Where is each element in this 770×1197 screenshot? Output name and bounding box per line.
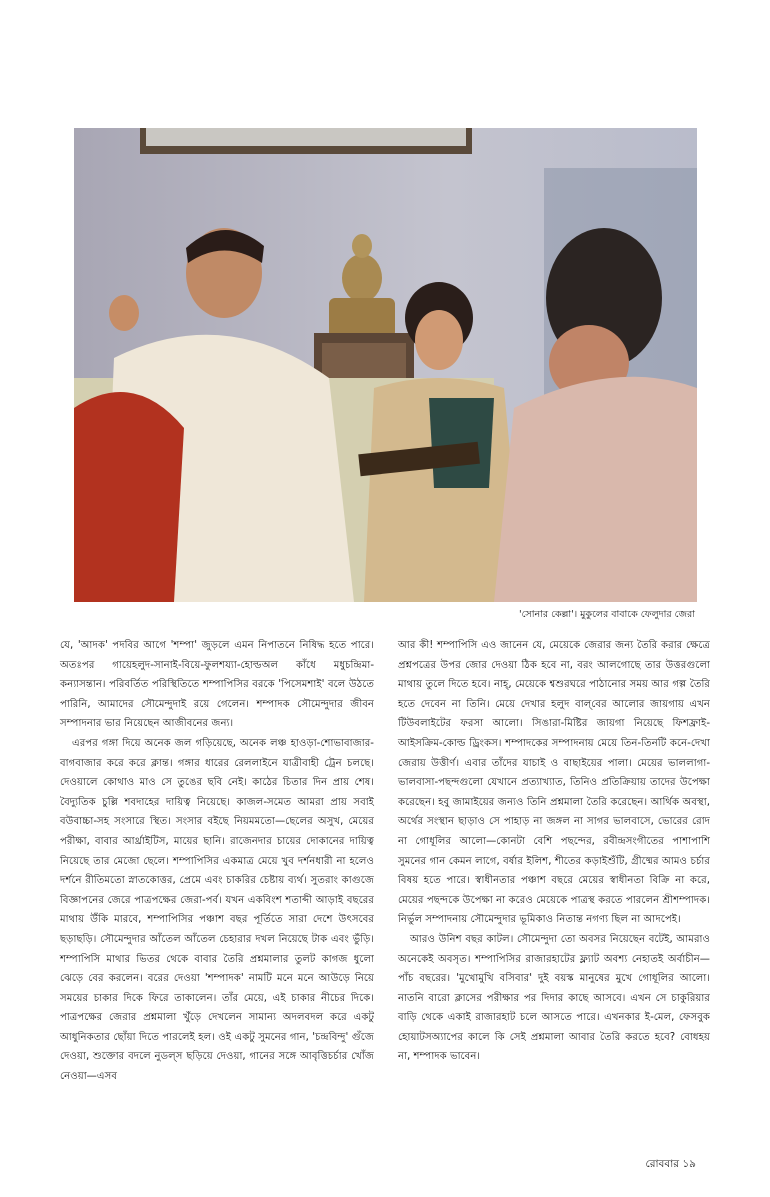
- paragraph: আরও উনিশ বছর কাটল। সৌমেন্দুদা তো অবসর নিয়েছেন বটেই, আমরাও অনেকেই অবসৃত। শম্পাপিসির রাজারহাটের ফ্ল্যাট অবশ্য নেহাতই অর্বাচীন—পাঁচ বছরের। 'মুখোমুখি বসিবার' দুই বয়স্ক মানুষের মুখে গোধূলির আলো। নাতনি বারো ক্লাসের পরীক্ষার পর দিদার কাছে আসবে। এখন সে চাকুরিয়ার বাড়ি থেকে একাই রাজারহাট চলে আসতে পারে। এখনকার ই-মেল, ফেসবুক হোয়াটসঅ্যাপের কালে কি সেই প্রশ্নমালা আবার তৈরি করতে হবে? বোধহয় না, শম্পাদক ভাবেন।: [398, 933, 710, 1063]
- film-still-photo: [74, 128, 697, 602]
- film-still-illustration: [74, 128, 697, 602]
- paragraph: যে, 'আদক' পদবির আগে 'শম্পা' জুড়লে এমন নিপাতনে নিষিদ্ধ হতে পারে। অতঃপর গায়েহলুদ-সানাই-বিয়ে-ফুলশয্যা-হোল্ডঅল কাঁধে মধুচন্দ্রিমা-কন্যাসন্তান। পরিবর্তিত পরিস্থিতিতে শম্পাপিসির বরকে 'পিসেমশাই' বলে উঠতে পারিনি, আমাদের সৌমেন্দুদাই রয়ে গেলেন। শম্পাদক সৌমেন্দুদার জীবন সম্পাদনার ভার নিয়েছেন আজীবনের জন্য।: [60, 640, 374, 730]
- paragraph: আর কী! শম্পাপিসি এও জানেন যে, মেয়েকে জেরার জন্য তৈরি করার ক্ষেত্রে প্রশ্নপত্রের উপর জোর দেওয়া ঠিক হবে না, বরং আলগোছে তার উত্তরগুলো মাথায় তুলে দিতে হবে। নাহ্, মেয়েকে শ্বশুরঘরে পাঠানোর সময় আর গল্প তৈরি হতে দেবেন না তিনি। মেয়ে দেখার হলুদ বাল্‌বের আলোর জায়গায় এখন টিউবলাইটের ফরসা আলো। সিঙারা-মিষ্টির জায়গা নিয়েছে ফিশফ্রাই-আইসক্রিম-কোল্ড ড্রিংকস। শম্পাদকের সম্পাদনায় মেয়ে তিন-তিনটি কনে-দেখা জেরায় উত্তীর্ণ। এবার তাঁদের যাচাই ও বাছাইয়ের পালা। মেয়ের ভাললাগা-ভালবাসা-পছন্দগুলো যেখানে প্রত্যাখ্যাত, তিনিও প্রতিক্রিয়ায় তাদের উপেক্ষা করেছেন। হবু জামাইয়ের জন্যও তিনি প্রশ্নমালা তৈরি করেছেন। আর্থিক অবস্থা, অর্থের সংস্থান ছাড়াও সে পাহাড় না জঙ্গল না সাগর ভালবাসে, ভোরের রোদ না গোধূলির আলো—কোনটা বেশি পছন্দের, রবীন্দ্রসংগীতের পাশাপাশি সুমনের গান কেমন লাগে, বর্ষার ইলিশ, শীতের কড়াইশুঁটি, গ্রীষ্মের আমও চর্চার বিষয় হতে পারে। স্বাধীনতার পঞ্চাশ বছরে মেয়ের স্বাধীনতা বিক্রি না করে, মেয়ের পছন্দকে উপেক্ষা না করেও মেয়েকে পাত্রস্থ করতে পারলেন শ্রীশম্পাদক। নির্ভুল সম্পাদনায় সৌমেন্দুদার ভূমিকাও নিতান্ত নগণ্য ছিল না আদপেই।: [398, 640, 710, 926]
- left-text-column: [60, 636, 374, 1087]
- page-folio: রোববার ১৯: [645, 1158, 696, 1170]
- paragraph: এরপর গঙ্গা দিয়ে অনেক জল গড়িয়েছে, অনেক লঞ্চ হাওড়া-শোভাবাজার-বাগবাজার করে করে ক্লান্ত। গঙ্গার ধারের রেললাইনে যাত্রীবাহী ট্রেন চলছে। দেওয়ালে কোথাও মাও সে তুঙের ছবি নেই। কাঠের চিতার দিন প্রায় শেষ। বৈদ্যুতিক চুল্লি শবদাহের দায়িত্ব নিয়েছে। কাজল-সমেত আমরা প্রায় সবাই বউবাচ্চা-সহ সংসারে স্থিত। সংসার বইছে নিয়মমতো—ছেলের অসুখ, মেয়ের পরীক্ষা, বাবার আর্থ্রাইটিস, মায়ের ছানি। রাজেনদার চায়ের দোকানের দায়িত্ব নিয়েছে তার মেজো ছেলে। শম্পাপিসির একমাত্র মেয়ে খুব দর্শনধারী না হলেও দর্শনে রীতিমতো স্নাতকোত্তর, প্রেমে এবং চাকরির চেষ্টায় ব্যর্থ। সুতরাং কাগুজে বিজ্ঞাপনের জেরে পাত্রপক্ষের জেরা-পর্ব। যখন একবিংশ শতাব্দী আড়াই বছরের মাথায় উঁকি মারবে, শম্পাপিসির পঞ্চাশ বছর পূর্তিতে সারা দেশে উৎসবের ছড়াছড়ি। সৌমেন্দুদার আঁতেল আঁতেল চেহারার দখল নিয়েছে টাক এবং ভুঁড়ি। শম্পাপিসি মাথার ভিতর থেকে বাবার তৈরি প্রশ্নমালার তুলট কাগজ ধুলো ঝেড়ে বের করলেন। বরের দেওয়া 'শম্পাদক' নামটি মনে মনে আউড়ে নিয়ে সময়ের চাকার দিকে ফিরে তাকালেন। তাঁর মেয়ে, এই চাকার নীচের দিকে। পাত্রপক্ষের জেরার প্রশ্নমালা খুঁড়ে দেখলেন সামান্য অদলবদল করে একটু আধুনিকতার ছোঁয়া দিতে পারলেই হল। ওই একটু সুমনের গান, 'চন্দ্রবিন্দু' গুঁজে দেওয়া, শুক্তোর বদলে নুডল্‌স ছড়িয়ে দেওয়া, গানের সঙ্গে আবৃত্তিচর্চার খোঁজ নেওয়া—এসব: [60, 737, 374, 1083]
- right-text-column: [398, 636, 710, 1067]
- photo-caption: 'সোনার কেল্লা'। মুকুলের বাবাকে ফেলুদার জেরা: [518, 609, 695, 620]
